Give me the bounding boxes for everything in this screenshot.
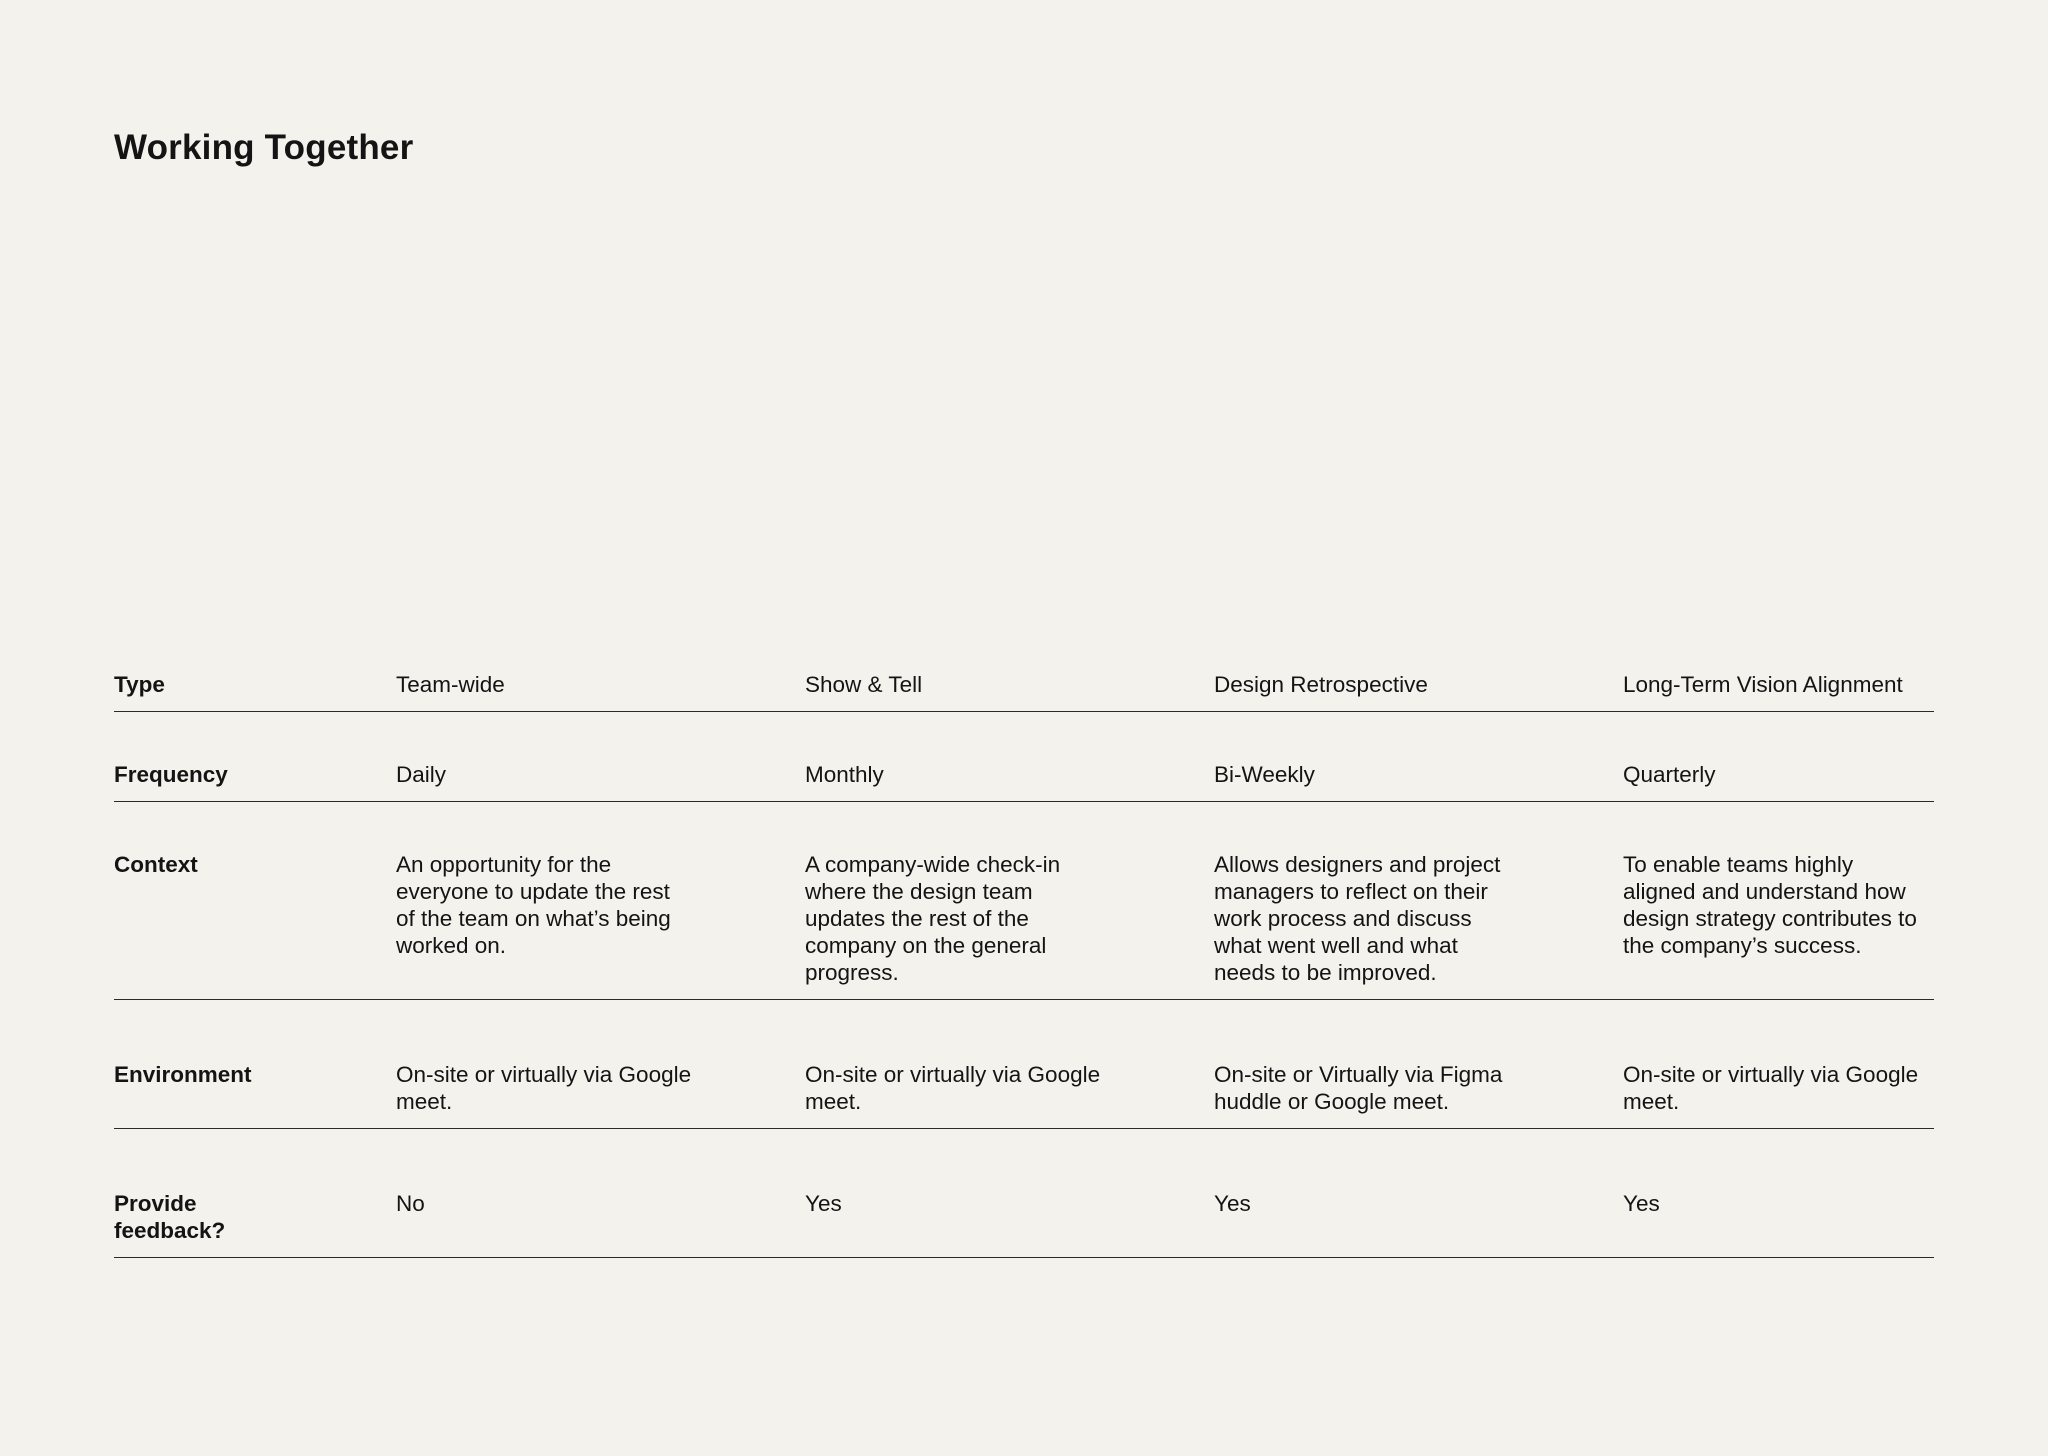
row-label-type: Type	[114, 672, 165, 697]
meetings-table	[114, 666, 1934, 1258]
row-label-context: Context	[114, 852, 198, 877]
table-row-environment	[114, 1061, 1934, 1129]
row-label-feedback: Provide feedback?	[114, 1191, 226, 1243]
environment-cell-1	[396, 1061, 805, 1115]
frequency-cell-1: Daily	[396, 762, 447, 787]
feedback-cell-4: Yes	[1623, 1191, 1660, 1216]
feedback-cell-2: Yes	[805, 1191, 842, 1216]
row-label-frequency: Frequency	[114, 762, 228, 787]
type-cell-4: Long-Term Vision Alignment	[1623, 672, 1903, 697]
context-text-4: To enable teams highly aligned and understand how design strategy contributes to the company’s success.	[1623, 852, 1917, 958]
context-cell-2	[805, 851, 1214, 986]
context-cell-3	[1214, 851, 1623, 986]
context-text-2: A company-wide check-in where the design team updates the rest of the company on the general progress.	[805, 852, 1061, 985]
frequency-cell-2: Monthly	[805, 762, 884, 787]
environment-text-4: On-site or virtually via Google meet.	[1623, 1062, 1919, 1114]
environment-cell-3	[1214, 1061, 1623, 1115]
context-text-3: Allows designers and project managers to reflect on their work process and discuss what went well and what needs to be improved.	[1214, 852, 1501, 985]
type-cell-1: Team-wide	[396, 672, 505, 697]
environment-text-3: On-site or Virtually via Figma huddle or Google meet.	[1214, 1062, 1503, 1114]
environment-cell-2	[805, 1061, 1214, 1115]
context-text-1: An opportunity for the everyone to update the rest of the team on what’s being worked on.	[396, 852, 671, 958]
context-cell-1	[396, 851, 805, 986]
context-cell-4	[1623, 851, 1934, 986]
table-row-context	[114, 851, 1934, 1000]
feedback-cell-3: Yes	[1214, 1191, 1251, 1216]
feedback-cell-1: No	[396, 1191, 425, 1216]
frequency-cell-4: Quarterly	[1623, 762, 1716, 787]
table-row-feedback	[114, 1190, 1934, 1258]
environment-text-2: On-site or virtually via Google meet.	[805, 1062, 1101, 1114]
page-title: Working Together	[114, 128, 414, 167]
environment-cell-4	[1623, 1061, 1934, 1115]
type-cell-2: Show & Tell	[805, 672, 923, 697]
row-label-environment: Environment	[114, 1062, 252, 1087]
table-row-type	[114, 666, 1934, 712]
type-cell-3: Design Retrospective	[1214, 672, 1428, 697]
environment-text-1: On-site or virtually via Google meet.	[396, 1062, 692, 1114]
frequency-cell-3: Bi-Weekly	[1214, 762, 1315, 787]
table-row-frequency	[114, 761, 1934, 802]
